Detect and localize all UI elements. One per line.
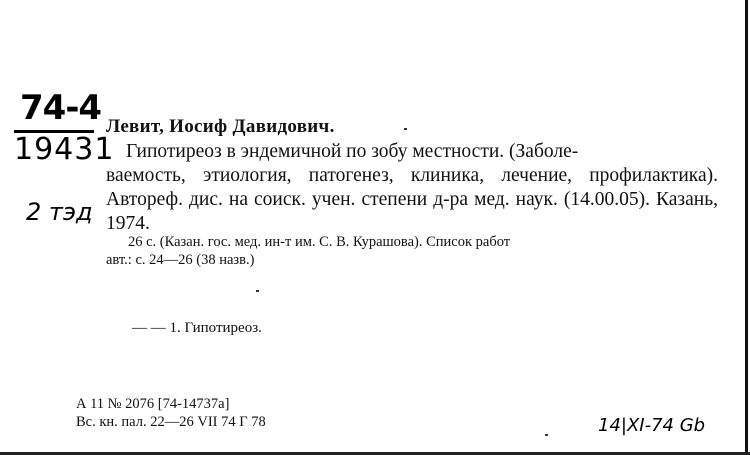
title-rest: ваемость, этиология, патогенез, клиника, лечение, профилактика). Автореф. дис. на соиск. учен. степени д-ра мед. наук. (14.00.05). Казань, 1974. bbox=[106, 165, 718, 234]
speck bbox=[545, 434, 548, 436]
handwritten-accession-number: 19431 bbox=[14, 132, 115, 167]
card-right-edge bbox=[745, 0, 748, 455]
acquisition-info bbox=[76, 395, 266, 431]
physical-line-2: авт.: с. 24—26 (38 назв.) bbox=[106, 252, 255, 268]
acquisition-line-1: А 11 № 2076 [74-14737а] bbox=[76, 396, 230, 412]
subject-heading: — — 1. Гипотиреоз. bbox=[132, 320, 262, 336]
handwritten-call-number: 74-4 bbox=[20, 88, 102, 128]
physical-description bbox=[106, 233, 718, 269]
acquisition-line-2: Вс. кн. пал. 22—26 VII 74 Г 78 bbox=[76, 414, 266, 430]
physical-line-1: 26 с. (Казан. гос. мед. ин-т им. С. В. Курашова). Список работ bbox=[128, 234, 511, 250]
title-description bbox=[106, 140, 718, 236]
author-heading: Левит, Иосиф Давидович. bbox=[106, 116, 335, 137]
handwritten-date-note: 14|XI-74 Gb bbox=[598, 415, 706, 436]
speck bbox=[404, 128, 407, 130]
handwritten-volume-note: 2 тэд bbox=[26, 198, 93, 226]
speck bbox=[256, 290, 259, 292]
title-line-1: Гипотиреоз в эндемичной по зобу местности. (Заболе- bbox=[126, 141, 579, 162]
